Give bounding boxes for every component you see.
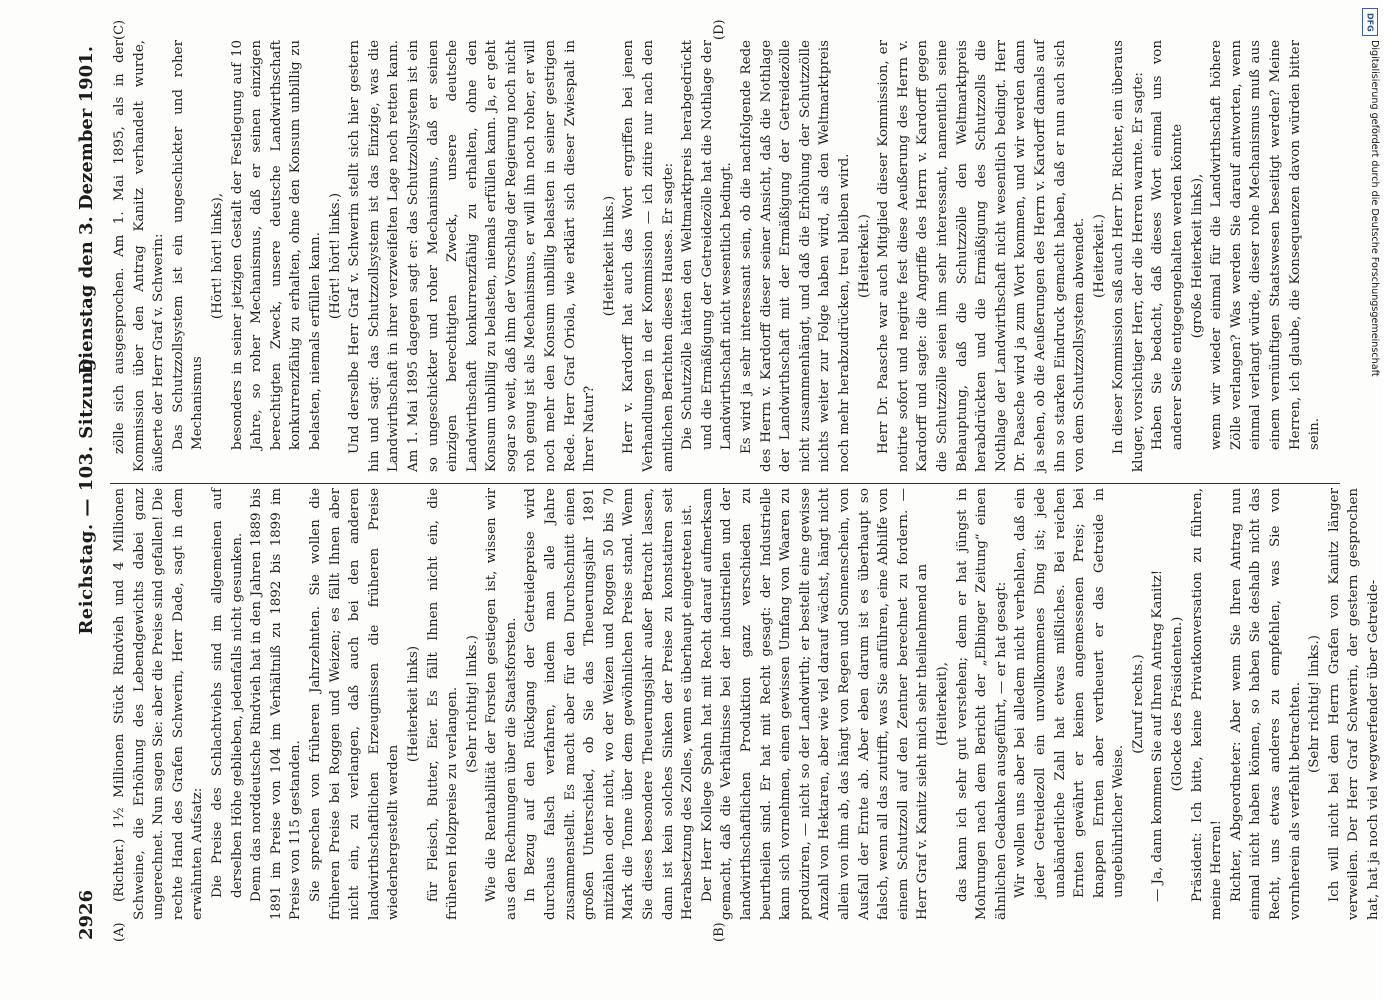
paragraph: zölle sich ausgesprochen. Am 1. Mai 1895, als in der Kommission über den Antrag Kanitz verhandelt wurde, äußerte der Herr Graf v. Schwerin: — [112, 40, 167, 472]
interjection: (Heiterkeit.) — [1091, 214, 1107, 298]
margin-mark-b: (B) — [712, 922, 727, 942]
interjection: (Heiterkeit), — [934, 662, 950, 746]
paragraph: (Richter.) 1½ Millionen Stück Rindvieh und 4 Millionen Schweine, die Erhöhung des Lebendgewichts dabei ganz ungerechnet. Nun sagen Sie: aber die Preise sind gefallen! Die rechte Hand des Grafen Schwerin, Herr Dade, sagt in dem erwähnten Aufsatz: — [112, 488, 206, 920]
interjection: (Hört! hört! links.) — [327, 192, 343, 320]
session-date: Dienstag den 3. Dezember 1901. — [76, 46, 97, 375]
paragraph: Der Herr Kollege Spahn hat mit Recht darauf aufmerksam gemacht, daß die Verhältnisse bei der industriellen und der landwirthschaftlichen Produktion ganz verschieden zu beurtheilen sind. Er hat mit Recht gesagt: der Industrielle kann sich vornehmen, einen gewissen Umfang von Waaren zu produziren, — nicht so der Landwirth; er bestellt eine gewisse Anzahl von Hektaren, aber wie viel darauf wächst, hängt nicht allein von ihm ab, das hängt von Regen und Sonnenschein, von Ausfall der Ernte ab. Aber eben darum ist es überhaupt so falsch, wenn all das zutrifft, was Sie anführen, eine Abhilfe von einem Schutzzoll auf den Zentner berechnet zu fordern. — Herr Graf v. Kanitz sieht mich sehr theilnehmend an — [699, 488, 931, 920]
quoted-passage: Das Schutzzollsystem ist ein ungeschickter und roher Mechanismus — [170, 40, 206, 450]
paragraph: — Ja, dann kommen Sie auf Ihren Antrag Kanitz! — [1150, 569, 1166, 902]
paragraph: Denn das norddeutsche Rindvieh hat in den Jahren 1889 bis 1891 im Preise von 104 im Verhältniß zu 1892 bis 1899 im Preise von 115 gestanden. — [249, 488, 304, 920]
interjection: (große Heiterkeit links), — [1189, 173, 1205, 339]
paragraph: Ich will nicht bei dem Herrn Grafen von Kanitz länger verweilen. Der Herr Graf Schwerin, der gestern gesprochen hat, hat ja noch viel wegwerfender über Getreide- — [1326, 488, 1381, 920]
left-text-column — [110, 488, 1381, 920]
paragraph: Herr Dr. Paasche war auch Mitglied dieser Kommission, er notirte sofort und negirte fest diese Aeußerung des Herrn v. Kardorff und sagte: die Angriffe des Herrn v. Kardorff gegen die Schutzzölle seien ihm sehr interessant, namentlich seine Behauptung, daß die Schutzzölle den Weltmarktpreis herabdrückten und die Ermäßigung des Schutzzolls die Nothlage der Landwirthschaft nicht wesentlich bedingt. Herr Dr. Paasche wird ja zum Wort kommen, und wir werden dann ja sehen, ob die Aeußerungen des Herrn v. Kardorff damals auf ihn so starken Eindruck gemacht haben, daß er nun auch sich von dem Schutzzollsystem abwendet. — [876, 40, 1088, 472]
interjection: (Sehr richtig! links.) — [1307, 635, 1323, 773]
margin-mark-a: (A) — [112, 922, 127, 942]
interjection: (Heiterkeit links) — [405, 645, 421, 763]
quoted-passage: Die Schutzzölle hätten den Weltmarktpreis herabgedrückt und die Ermäßigung der Getreidezölle hat die Nothlage der Landwirthschaft nicht wesentlich bedingt. — [680, 40, 735, 450]
paragraph: Richter, Abgeordneter: Aber wenn Sie Ihren Antrag nun einmal nicht haben können, so haben Sie deshalb nicht das Recht, uns etwas anderes zu empfehlen, was Sie von vornherein als verfehlt betrachten. — [1228, 488, 1303, 920]
paragraph: das kann ich sehr gut verstehen; denn er hat jüngst in Mohrungen nach dem Bericht der „Elbinger Zeitung“ einen ähnlichen Gedanken ausgeführt, — er hat gesagt: — [954, 488, 1009, 920]
quoted-passage: Die Preise des Schlachtviehs sind im allgemeinen auf derselben Höhe geblieben, jedenfalls nicht gesunken. — [209, 488, 245, 898]
quoted-passage: Haben Sie bedacht, daß dieses Wort einmal uns von anderer Seite entgegengehalten werden könnte — [1150, 40, 1186, 450]
interjection: (Sehr richtig! links.) — [464, 635, 480, 773]
paragraph: Präsident: Ich bitte, keine Privatkonversation zu führen, meine Herren! — [1189, 488, 1225, 920]
funding-note: Digitalisierung gefördert durch die Deutsche Forschungsgemeinschaft — [1369, 40, 1380, 377]
paragraph: Herr v. Kardorff hat auch das Wort ergriffen bei jenen Verhandlungen in der Kommission — ich zitire nur nach den amtlichen Berichten dieses Hauses. Er sagte: — [621, 40, 676, 472]
interjection: (Heiterkeit links.) — [601, 195, 617, 317]
interjection: (Hört! hört! links), — [209, 192, 225, 320]
quoted-passage: wenn wir wieder einmal für die Landwirthschaft höhere Zölle verlangen? Was werden Sie darauf antworten, wenn einmal verlangt würde, dieser rohe Mechanismus muß aus einem vernünftigen Staatswesen beseitigt werden? Meine Herren, ich glaube, die Konsequenzen davon würden bitter sein. — [1209, 40, 1323, 450]
paragraph: In Bezug auf den Rückgang der Getreidepreise wird durchaus falsch verfahren, indem man alle Jahre zusammenstellt. Es macht aber für den Durchschnitt einen großen Unterschied, ob Sie das Theuerungsjahr 1891 mitzählen oder nicht, wo der Weizen und Roggen 50 bis 70 Mark die Tonne über dem gewöhnlichen Preise stand. Wenn Sie dieses besondere Theuerungsjahr außer Betracht lassen, dann ist kein solches Sinken der Preise zu konstatiren seit Herabsetzung des Zolles, wenn es überhaupt eingetreten ist. — [523, 488, 696, 920]
page-number: 2926 — [76, 889, 97, 940]
margin-mark-c: (C) — [112, 19, 127, 40]
right-text-column — [110, 40, 1340, 472]
running-title: Reichstag. — 103. Sitzung. — [76, 351, 97, 635]
paragraph: Und derselbe Herr Graf v. Schwerin stellt sich hier gestern hin und sagt: das Schutzzollsystem ist das Einzige, was die Landwirthschaft in ihrer verzweifelten Lage noch retten kann. Am 1. Mai 1895 dagegen sagt er: das Schutzzollsystem ist ein so ungeschickter und roher Mechanismus, daß er seinen einzigen berechtigten Zweck, unsere deutsche Landwirthschaft konkurrenzfähig zu erhalten, ohne den Konsum unbillig zu belasten, niemals erfüllen kann. Ja, er geht sogar so weit, daß ihm der Vorschlag der Regierung noch nicht roh genug ist als Mechanismus, er will ihn noch roher, er will noch mehr den Konsum unbillig belasten in seiner gestrigen Rede. Herr Graf Oriola, wie erklärt sich dieser Zwiespalt in Ihrer Natur? — [347, 40, 598, 472]
interjection: (Zuruf rechts.) — [1130, 654, 1146, 754]
paragraph: Es wird ja sehr interessant sein, ob die nachfolgende Rede des Herrn v. Kardorff dieser seiner Ansicht, daß die Nothlage der Landwirthschaft mit der Ermäßigung der Getreidezölle nicht zusammenhängt, und daß die Erhöhung der Schutzzölle nichts weiter zur Folge haben wird, als den Weltmarktpreis noch mehr herabzudrücken, treu bleiben wird. — [739, 40, 852, 472]
dfg-logo-icon: DFG — [1362, 8, 1378, 36]
page-header — [76, 46, 100, 940]
interjection: (Heiterkeit.) — [856, 214, 872, 298]
interjection: (Glocke des Präsidenten.) — [1170, 616, 1186, 792]
paragraph: In dieser Kommission saß auch Herr Dr. Richter, ein überaus kluger, vorsichtiger Herr, der die Herren warnte. Er sagte: — [1111, 40, 1146, 472]
paragraph: für Fleisch, Butter, Eier. Es fällt Ihnen nicht ein, die früheren Holzpreise zu verlangen. — [425, 488, 461, 920]
quoted-passage: Wir wollen uns aber bei alledem nicht verhehlen, daß ein jeder Getreidezoll ein unvollkommenes Ding ist; jede unabänderliche Zahl hat etwas mißliches. Bei reichen Ernten gewährt er keinen angemessenen Preis; bei knappen Ernten aber vertheuert er das Getreide in ungebührlicher Weise. — [1013, 488, 1127, 898]
margin-mark-d: (D) — [712, 19, 727, 40]
paragraph: Sie sprechen von früheren Jahrzehnten. Sie wollen die früheren Preise bei Roggen und Weizen; es fällt Ihnen aber nicht ein, zu verlangen, daß auch bei den anderen landwirthschaftlichen Erzeugnissen die früheren Preise wiederhergestellt werden — [307, 488, 402, 920]
paragraph: Wie die Rentabilität der Forsten gestiegen ist, wissen wir aus den Rechnungen über die Staatsforsten. — [484, 488, 519, 920]
column-divider — [110, 483, 1340, 484]
quoted-passage: besonders in seiner jetzigen Gestalt der Festlegung auf 10 Jahre, so roher Mechanismus, daß er seinen einzigen berechtigten Zweck, unsere deutsche Landwirthschaft konkurrenzfähig zu erhalten, ohne den Konsum unbillig zu belasten, niemals erfüllen kann. — [229, 40, 323, 450]
